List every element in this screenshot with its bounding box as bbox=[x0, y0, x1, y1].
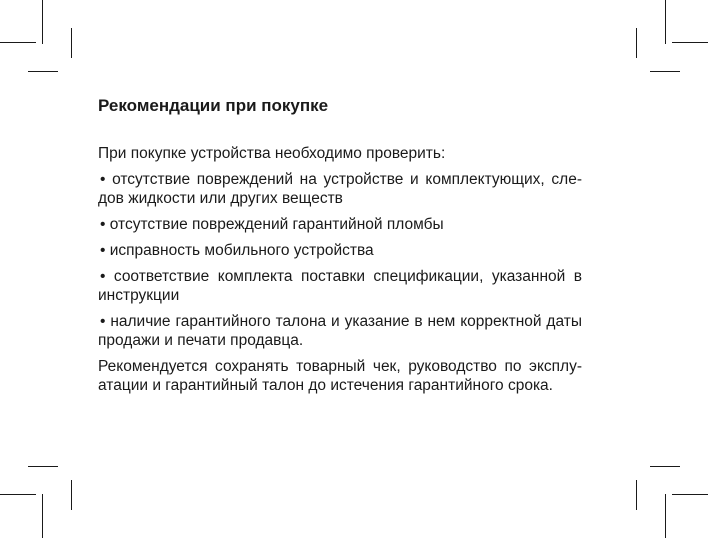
document-content bbox=[98, 95, 582, 402]
crop-mark-bottom-left-vertical-outer bbox=[42, 494, 43, 538]
crop-mark-top-right-horizontal-inner bbox=[650, 71, 680, 72]
crop-mark-top-left-horizontal-outer bbox=[0, 42, 36, 43]
bullet-item-2: • отсутствие повреждений гарантийной пломбы bbox=[100, 216, 444, 233]
closing-text: Рекомендуется сохранять товарный чек, руководство по эксплу-атации и гарантийный талон до истечения гарантийного срока. bbox=[98, 358, 582, 394]
crop-mark-bottom-right-horizontal-inner bbox=[650, 466, 680, 467]
crop-mark-bottom-right-horizontal-outer bbox=[672, 494, 708, 495]
intro-text: При покупке устройства необходимо проверить: bbox=[98, 145, 446, 162]
crop-mark-top-left-vertical-outer bbox=[42, 0, 43, 44]
crop-mark-bottom-right-vertical-outer bbox=[665, 494, 666, 538]
crop-mark-top-left-horizontal-inner bbox=[28, 71, 58, 72]
crop-mark-top-right-vertical-inner bbox=[636, 28, 637, 58]
page-title: Рекомендации при покупке bbox=[98, 96, 329, 115]
crop-mark-top-left-vertical-inner bbox=[71, 28, 72, 58]
crop-mark-top-right-vertical-outer bbox=[665, 0, 666, 44]
crop-mark-bottom-left-horizontal-inner bbox=[28, 466, 58, 467]
bullet-item-5: • наличие гарантийного талона и указание в нем корректной даты продажи и печати продавца. bbox=[98, 313, 582, 349]
crop-mark-bottom-left-horizontal-outer bbox=[0, 494, 36, 495]
crop-mark-top-right-horizontal-outer bbox=[672, 42, 708, 43]
crop-mark-bottom-right-vertical-inner bbox=[636, 480, 637, 510]
bullet-item-3: • исправность мобильного устройства bbox=[100, 242, 374, 259]
bullet-item-4: • соответствие комплекта поставки спецификации, указанной в инструкции bbox=[98, 268, 582, 304]
bullet-item-1: • отсутствие повреждений на устройстве и комплектующих, сле-дов жидкости или других веществ bbox=[98, 171, 582, 207]
crop-mark-bottom-left-vertical-inner bbox=[71, 480, 72, 510]
